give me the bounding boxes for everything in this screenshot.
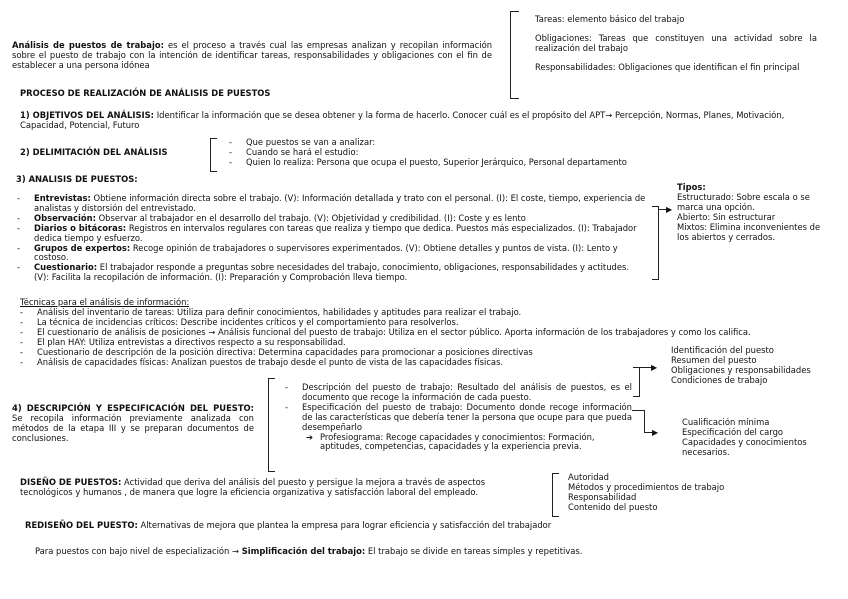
desc-arrow-line: [633, 367, 640, 397]
objetivos-text: Identificar la información que se desea obtener y la forma de hacerlo. Conocer cuál es el propósito del APT→ Percepción, Normas, Planes, Motivación, Capacidad, Potencial, Futuro: [20, 110, 785, 130]
tipos-item: Abierto: Sin estructurar: [677, 211, 776, 222]
section-simplificacion: [35, 547, 795, 557]
term-responsabilidades: Responsabilidades: Obligaciones que identifican el fin principal: [535, 61, 800, 72]
section-rediseno: [25, 521, 785, 531]
rediseno-text: Alternativas de mejora que plantea la empresa para lograr eficiencia y satisfacción del trabajador: [137, 520, 552, 530]
delimitacion-label: 2) DELIMITACIÓN DEL ANÁLISIS: [20, 147, 168, 157]
diseno-bracket: [552, 473, 559, 517]
simplificacion-text: El trabajo se divide en tareas simples y repetitivas.: [365, 546, 583, 556]
delimitacion-item: - Que puestos se van a analizar:: [229, 137, 376, 147]
analisis-item: - Observación: Observar al trabajador en el desarrollo del trabajo. (V): Objetividad y credibilidad. (I): Coste y es lento: [17, 212, 526, 223]
desc-item: Resumen del puesto: [671, 354, 757, 365]
definition-text: es el proceso a través cual las empresas analizan y recopilan información sobre el puesto de trabajo con la intención de identificar tareas, responsabilidades y obligaciones con el fin de establecer a una persona idónea: [12, 40, 492, 70]
definition-bracket: [510, 11, 519, 99]
analisis-item: - Diarios o bitácoras: Registros en intervalos regulares con tareas que realiza y tiempo que dedica. Puestos más especializados. (I): Trabajador dedica tiempo y esfuerzo.: [17, 222, 637, 243]
rediseno-label: REDISEÑO DEL PUESTO:: [25, 520, 138, 530]
diseno-item: Métodos y procedimientos de trabajo: [568, 481, 725, 492]
technique-item: - La técnica de incidencias críticos: Describe incidentes críticos y el comportamiento para resolverlos.: [20, 316, 459, 327]
desc-item: Condiciones de trabajo: [671, 374, 768, 385]
tipos-arrow-head: ▶: [666, 205, 673, 214]
analisis-label: 3) ANALISIS DE PUESTOS:: [16, 174, 138, 184]
tipos-item: Mixtos: Elimina inconvenientes de los abiertos y cerrados.: [677, 221, 821, 242]
descripcion-puesto: - Descripción del puesto de trabajo: Resultado del análisis de puestos, es el documento que recoge la información de cada puesto.: [285, 382, 632, 402]
diseno-text: Actividad que deriva del análisis del puesto y persigue la mejora a través de aspectos tecnológicos y humanos , de manera que logre la eficiencia organizativa y satisfacción laboral del empleado.: [20, 477, 486, 497]
analisis-items: [17, 193, 646, 283]
tipos-bracket: [652, 206, 659, 280]
techniques-title: Técnicas para el análisis de información:: [20, 297, 190, 307]
spec-arrow-v: [644, 410, 645, 432]
simplificacion-label: Simplificación del trabajo:: [241, 546, 366, 556]
spec-arrow-line: [632, 410, 644, 411]
term-obligaciones: Obligaciones: Tareas que constituyen una actividad sobre la realización del trabajo: [535, 32, 817, 53]
delimitacion-item: - Quien lo realiza: Persona que ocupa el puesto, Superior Jerárquico, Personal departamento: [229, 156, 627, 167]
definition-term: Análisis de puestos de trabajo:: [12, 40, 164, 50]
technique-item: - El cuestionario de análisis de posiciones → Análisis funcional del puesto de trabajo: Utiliza en el sector público. Aporta información de los trabajadores y como los califica.: [20, 326, 751, 337]
tipos-item: Estructurado: Sobre escala o se marca una opción.: [677, 191, 810, 212]
spec-item: Cualificación mínima: [682, 417, 770, 427]
s4-bracket: [268, 378, 275, 472]
delimitacion-bracket: [210, 138, 217, 172]
profesiograma: ➔ Profesiograma: Recoge capacidades y conocimientos: Formación, aptitudes, competencias, capacidades y la experiencia previa.: [306, 431, 595, 452]
descripcion-text: Se recopila información previamente analizada con métodos de la etapa III y se preparan documentos de conclusiones.: [12, 412, 254, 443]
section-descripcion: [12, 404, 254, 444]
process-title: PROCESO DE REALIZACIÓN DE ANÁLISIS DE PUESTOS: [20, 88, 271, 98]
spec-item: Especificación del cargo: [682, 426, 784, 437]
descripcion-label: 4) DESCRIPCIÓN Y ESPECIFICACIÓN DEL PUESTO:: [12, 403, 254, 413]
technique-item: - Análisis del inventario de tareas: Utiliza para definir conocimientos, habilidades y aptitudes para realizar el trabajo.: [20, 307, 522, 317]
desc-item: Obligaciones y responsabilidades: [671, 364, 811, 375]
definition: [12, 41, 492, 71]
diseno-items: [568, 473, 768, 513]
delimitacion-item: - Cuando se hará el estudio:: [229, 146, 359, 157]
spec-items: [682, 418, 832, 458]
definition-terms: [535, 15, 817, 73]
diseno-item: Responsabilidad: [568, 491, 637, 502]
spec-item: Capacidades y conocimientos necesarios.: [682, 436, 807, 457]
spec-arrow-head: ▶: [652, 428, 659, 437]
diseno-label: DISEÑO DE PUESTOS:: [20, 477, 122, 487]
desc-items: [671, 346, 841, 386]
section-diseno: [20, 478, 540, 498]
analisis-item: - Entrevistas: Obtiene información directa sobre el trabajo. (V): Información detallada y trato con el personal. (I): El coste, tiempo, experiencia de analistas y distorsión del entrevistado.: [17, 193, 646, 213]
analisis-item: - Cuestionario: El trabajador responde a preguntas sobre necesidades del trabajo, conocimiento, obligaciones, responsabilidades y actitudes. (V): Facilita la recopilación de información. (I): Preparación y Comprobación lleva tiempo.: [17, 262, 630, 283]
term-tareas: Tareas: elemento básico del trabajo: [535, 14, 685, 24]
section-objetivos: [20, 111, 790, 131]
technique-item: - Análisis de capacidades físicas: Analizan puestos de trabajo desde el punto de vista de las capacidades físicas.: [20, 356, 504, 367]
s4-items: [285, 382, 632, 452]
technique-item: - Cuestionario de descripción de la posición directiva: Determina capacidades para promocionar a posiciones directivas: [20, 346, 533, 357]
diseno-item: Contenido del puesto: [568, 501, 658, 512]
tipos-title: Tipos:: [677, 182, 706, 192]
desc-arrow-head: ▶: [651, 363, 658, 372]
objetivos-label: 1) OBJETIVOS DEL ANÁLISIS:: [20, 110, 155, 120]
diseno-item: Autoridad: [568, 472, 609, 482]
especificacion-puesto: - Especificación del puesto de trabajo: Documento donde recoge información de las características que debería tener la persona que ocupe para que pueda desempeñarlo: [285, 401, 632, 432]
delimitacion-items: [229, 137, 726, 168]
technique-item: - El plan HAY: Utiliza entrevistas a directivos respecto a su responsabilidad.: [20, 336, 346, 347]
simplificacion-pre: Para puestos con bajo nivel de especialización →: [35, 546, 242, 556]
tipos: [677, 183, 827, 242]
desc-item: Identificación del puesto: [671, 345, 774, 355]
analisis-item: - Grupos de expertos: Recoge opinión de trabajadores o supervisores experimentados. (V): Obtiene detalles y puntos de vista. (I): Lento y costoso.: [17, 242, 618, 263]
